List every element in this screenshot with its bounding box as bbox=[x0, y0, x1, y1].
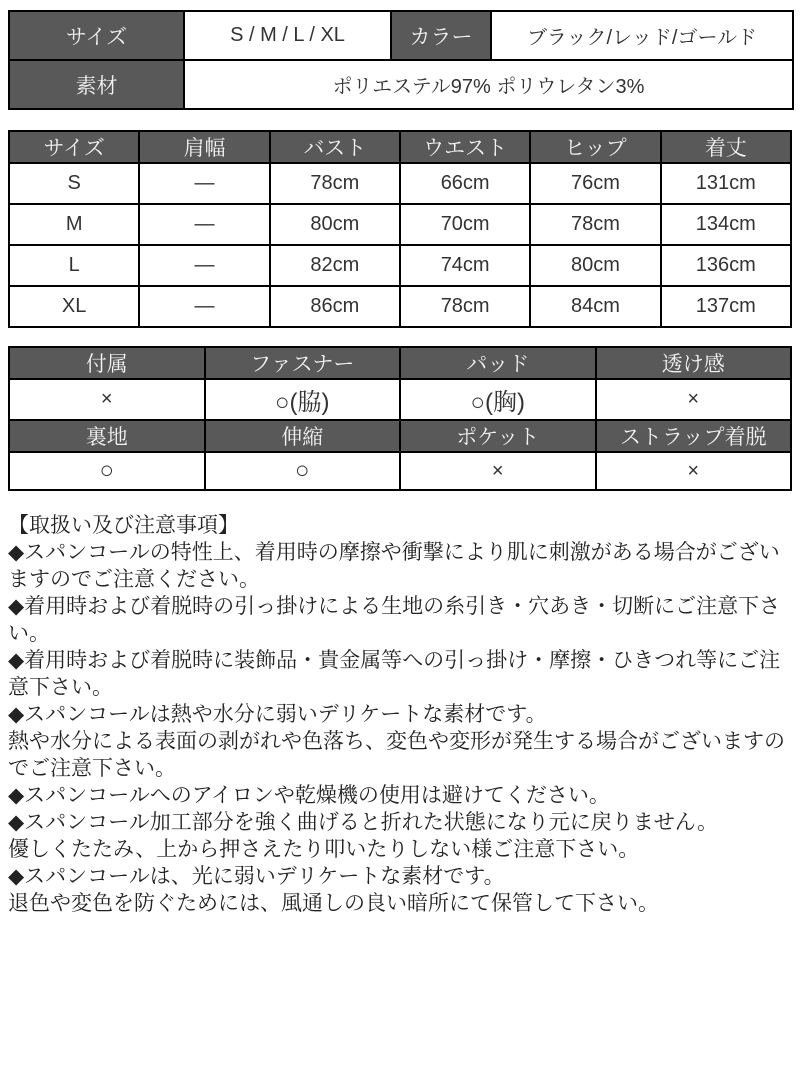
size-measurements-table bbox=[8, 130, 792, 328]
feature-table bbox=[8, 346, 792, 491]
waist-cell: 74cm bbox=[400, 245, 530, 286]
color-value-cell: ブラック/レッド/ゴールド bbox=[491, 11, 793, 60]
fastener-value: ○(脇) bbox=[205, 379, 401, 420]
hip-cell: 76cm bbox=[530, 163, 660, 204]
care-note-line: 優しくたたみ、上から押さえたり叩いたりしない様ご注意下さい。 bbox=[8, 838, 640, 861]
pad-header: パッド bbox=[400, 347, 596, 379]
accessory-value: × bbox=[9, 379, 205, 420]
care-note-line: 熱や水分による表面の剥がれや色落ち、変色や変形が発生する場合がございますのでご注意下さい。 bbox=[8, 730, 785, 780]
bust-col-header: バスト bbox=[270, 131, 400, 163]
material-label-cell: 素材 bbox=[9, 60, 184, 109]
care-notes-title: 【取扱い及び注意事項】 bbox=[8, 514, 239, 537]
feature-header-row-1 bbox=[9, 347, 791, 379]
pad-value: ○(胸) bbox=[400, 379, 596, 420]
strap-header: ストラップ着脱 bbox=[596, 420, 792, 452]
size-cell: L bbox=[9, 245, 139, 286]
sheerness-header: 透け感 bbox=[596, 347, 792, 379]
fastener-header: ファスナー bbox=[205, 347, 401, 379]
spec-row-material bbox=[9, 60, 793, 109]
care-note-line: ◆スパンコールの特性上、着用時の摩擦や衝撃により肌に刺激がある場合がございますのでご注意ください。 bbox=[8, 541, 780, 591]
size-cell: S bbox=[9, 163, 139, 204]
length-cell: 137cm bbox=[661, 286, 791, 327]
care-note-line: ◆スパンコールは、光に弱いデリケートな素材です。 bbox=[8, 865, 505, 888]
length-cell: 136cm bbox=[661, 245, 791, 286]
size-table-header-row bbox=[9, 131, 791, 163]
bust-cell: 78cm bbox=[270, 163, 400, 204]
pocket-value: × bbox=[400, 452, 596, 490]
material-value-cell: ポリエステル97% ポリウレタン3% bbox=[184, 60, 793, 109]
waist-col-header: ウエスト bbox=[400, 131, 530, 163]
waist-cell: 78cm bbox=[400, 286, 530, 327]
length-cell: 131cm bbox=[661, 163, 791, 204]
lining-header: 裏地 bbox=[9, 420, 205, 452]
care-note-line: ◆着用時および着脱時に装飾品・貴金属等への引っ掛け・摩擦・ひきつれ等にご注意下さい。 bbox=[8, 649, 781, 699]
size-row-xl bbox=[9, 286, 791, 327]
shoulder-cell: ― bbox=[139, 204, 269, 245]
feature-value-row-2 bbox=[9, 452, 791, 490]
shoulder-cell: ― bbox=[139, 286, 269, 327]
care-note-line: ◆スパンコールへのアイロンや乾燥機の使用は避けてください。 bbox=[8, 784, 610, 807]
care-note-line: 退色や変色を防ぐためには、風通しの良い暗所にて保管して下さい。 bbox=[8, 892, 659, 915]
hip-cell: 78cm bbox=[530, 204, 660, 245]
pocket-header: ポケット bbox=[400, 420, 596, 452]
accessory-header: 付属 bbox=[9, 347, 205, 379]
size-row-l bbox=[9, 245, 791, 286]
care-note-line: ◆スパンコール加工部分を強く曲げると折れた状態になり元に戻りません。 bbox=[8, 811, 718, 834]
stretch-value: ○ bbox=[205, 452, 401, 490]
size-row-s bbox=[9, 163, 791, 204]
care-notes bbox=[8, 512, 792, 917]
size-cell: XL bbox=[9, 286, 139, 327]
size-label-cell: サイズ bbox=[9, 11, 184, 60]
lining-value: ○ bbox=[9, 452, 205, 490]
length-cell: 134cm bbox=[661, 204, 791, 245]
bust-cell: 82cm bbox=[270, 245, 400, 286]
spec-row-size-color bbox=[9, 11, 793, 60]
bust-cell: 86cm bbox=[270, 286, 400, 327]
stretch-header: 伸縮 bbox=[205, 420, 401, 452]
shoulder-cell: ― bbox=[139, 245, 269, 286]
feature-header-row-2 bbox=[9, 420, 791, 452]
shoulder-col-header: 肩幅 bbox=[139, 131, 269, 163]
color-label-cell: カラー bbox=[391, 11, 491, 60]
hip-cell: 84cm bbox=[530, 286, 660, 327]
size-col-header: サイズ bbox=[9, 131, 139, 163]
size-cell: M bbox=[9, 204, 139, 245]
waist-cell: 66cm bbox=[400, 163, 530, 204]
waist-cell: 70cm bbox=[400, 204, 530, 245]
size-value-cell: S / M / L / XL bbox=[184, 11, 391, 60]
size-row-m bbox=[9, 204, 791, 245]
sheerness-value: × bbox=[596, 379, 792, 420]
shoulder-cell: ― bbox=[139, 163, 269, 204]
care-note-line: ◆着用時および着脱時の引っ掛けによる生地の糸引き・穴あき・切断にご注意下さい。 bbox=[8, 595, 781, 645]
length-col-header: 着丈 bbox=[661, 131, 791, 163]
strap-value: × bbox=[596, 452, 792, 490]
care-note-line: ◆スパンコールは熱や水分に弱いデリケートな素材です。 bbox=[8, 703, 547, 726]
hip-cell: 80cm bbox=[530, 245, 660, 286]
spec-summary-table bbox=[8, 10, 794, 110]
hip-col-header: ヒップ bbox=[530, 131, 660, 163]
bust-cell: 80cm bbox=[270, 204, 400, 245]
feature-value-row-1 bbox=[9, 379, 791, 420]
